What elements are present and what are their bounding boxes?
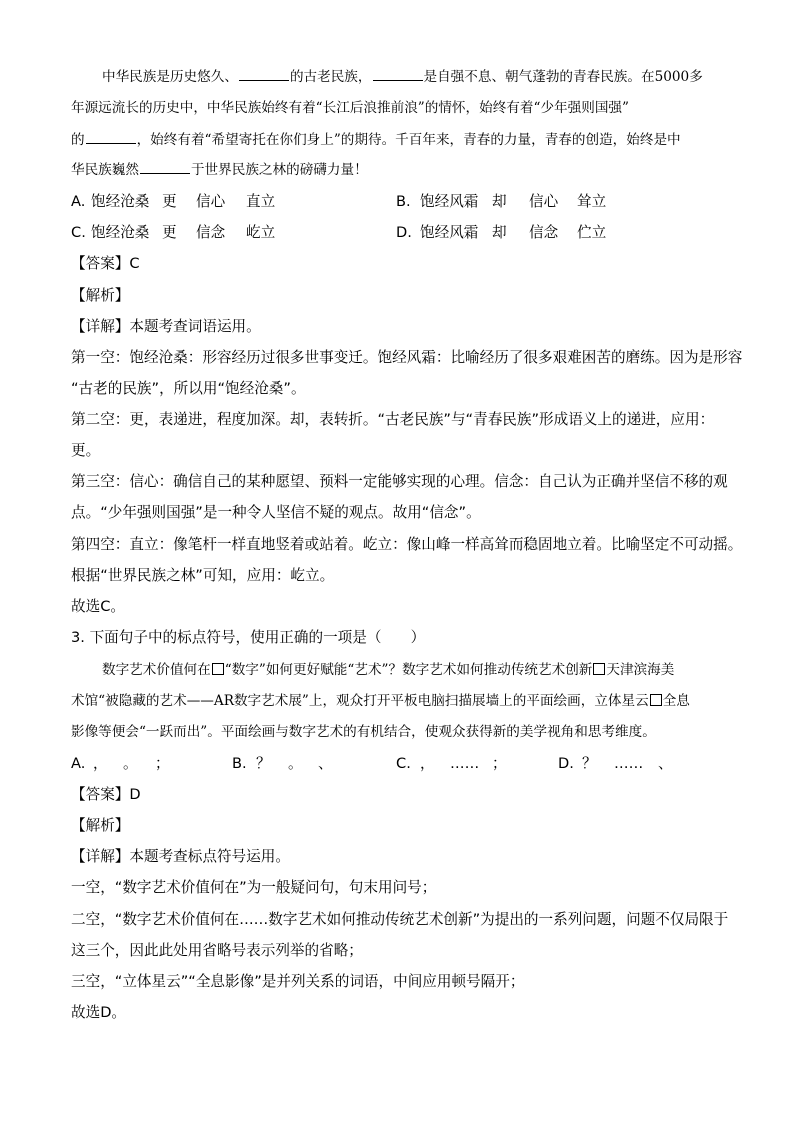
q2-detail: 【详解】本题考查词语运用。 [71,318,261,335]
q2-option-d[interactable]: D. 饱经风霜 却 信念 伫立 [396,224,607,241]
q2-explain-4a: 第四空：直立：像笔杆一样直地竖着或站着。屹立：像山峰一样高耸而稳固地立着。比喻坚定不可动摇。 [71,536,743,553]
punct-box-3 [650,694,662,706]
q2-passage-line-2: 年源远流长的历史中，中华民族始终有着“长江后浪推前浪”的情怀，始终有着“少年强则国强” [71,100,629,116]
q2-explain-4b: 根据“世界民族之林”可知，应用：屹立。 [71,567,335,584]
q2-explain-1a: 第一空：饱经沧桑：形容经历过很多世事变迁。饱经风霜：比喻经历了很多艰难困苦的磨练。因为是形容 [71,349,743,366]
q3-explain-1: 一空，“数字艺术价值何在”为一般疑问句，句末用问号； [71,879,437,896]
blank-4 [140,160,190,174]
q3-analysis-heading: 【解析】 [71,817,130,834]
q2-passage-line-1: 中华民族是历史悠久、 的古老民族， 是自强不息、朝气蓬勃的青春民族。在5000多 [102,69,703,85]
q3-option-c[interactable]: C. ， …… ； [396,755,507,772]
q3-explain-2b: 这三个，因此此处用省略号表示列举的省略； [71,942,363,959]
q3-option-a[interactable]: A. ， 。 ； [71,755,170,772]
q3-detail: 【详解】本题考查标点符号运用。 [71,848,290,865]
q3-explain-2a: 二空，“数字艺术价值何在……数字艺术如何推动传统艺术创新”为提出的一系列问题，问题不仅局限于 [71,911,729,928]
q2-option-c[interactable]: C. 饱经沧桑 更 信念 屹立 [71,224,276,241]
q3-passage-line-1: 数字艺术价值何在 “数字”如何更好赋能“艺术”？数字艺术如何推动传统艺术创新 天津滨海美 [102,662,675,678]
q3-answer: 【答案】D [71,786,141,803]
q2-explain-1b: “古老的民族”，所以用“饱经沧桑”。 [71,380,306,397]
q3-explain-3: 三空，“立体星云”“全息影像”是并列关系的词语，中间应用顿号隔开； [71,973,525,990]
q2-explain-2a: 第二空：更，表递进，程度加深。却，表转折。“古老民族”与“青春民族”形成语义上的递进，应用： [71,411,715,428]
blank-3 [86,130,136,144]
q2-analysis-heading: 【解析】 [71,287,130,304]
q3-passage-line-3: 影像等便会“一跃而出”。平面绘画与数字艺术的有机结合，使观众获得新的美学视角和思考维度。 [71,724,656,740]
q2-passage-line-4: 华民族巍然 于世界民族之林的磅礴力量！ [71,162,368,178]
q3-passage-line-2: 术馆“被隐藏的艺术——AR数字艺术展”上，观众打开平板电脑扫描展墙上的平面绘画，立体星云 全息 [71,693,690,709]
q3-option-b[interactable]: B. ？ 。 、 [232,755,333,772]
q2-explain-2b: 更。 [71,442,101,459]
q2-explain-3b: 点。“少年强则国强”是一种令人坚信不疑的观点。故用“信念”。 [71,504,481,521]
q2-conclusion: 故选C。 [71,598,125,615]
q2-option-b[interactable]: B. 饱经风霜 却 信心 耸立 [396,193,607,210]
q2-passage-line-3: 的 ，始终有着“希望寄托在你们身上”的期待。千百年来，青春的力量，青春的创造，始终是中 [71,132,681,148]
q3-stem: 3. 下面句子中的标点符号，使用正确的一项是（ ） [71,629,426,646]
q2-answer: 【答案】C [71,255,140,272]
blank-1 [239,67,289,81]
blank-2 [373,67,423,81]
q3-conclusion: 故选D。 [71,1004,127,1021]
q2-option-a[interactable]: A. 饱经沧桑 更 信心 直立 [71,193,276,210]
q3-option-d[interactable]: D. ？ …… 、 [558,755,673,772]
punct-box-1 [212,663,224,675]
punct-box-2 [593,663,605,675]
q2-explain-3a: 第三空：信心：确信自己的某种愿望、预料一定能够实现的心理。信念：自己认为正确并坚信不移的观 [71,473,728,490]
